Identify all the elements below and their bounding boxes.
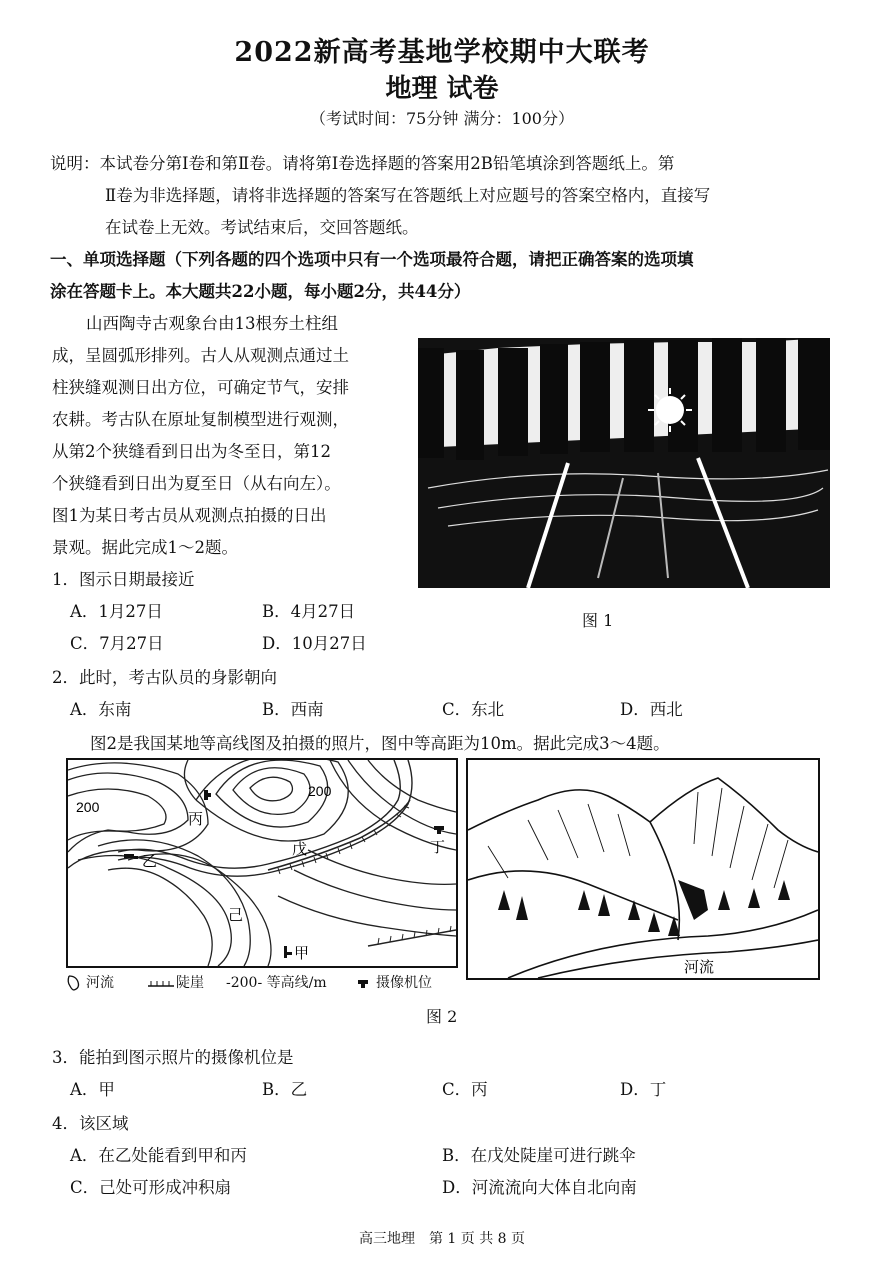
camera-legend-icon [358,977,372,987]
figure-1-caption: 图 1 [582,611,614,630]
legend-contour-label: -200- 等高线/m [226,975,327,991]
page-footer: 高三地理 第 1 页 共 8 页 [358,1231,526,1247]
figure-2-photo [466,758,820,980]
legend-river-label: 河流 [86,975,114,991]
passage-line: 景观。据此完成1～2题。 [52,538,238,557]
question-2-option-d[interactable]: D．西北 [620,700,683,719]
figure-1-photo [418,338,830,588]
exam-title: 2022新高考基地学校期中大联考 [234,37,650,68]
point-label-ji: 己 [228,906,244,924]
passage-line: 农耕。考古队在原址复制模型进行观测， [52,410,349,429]
point-label-yi: 乙 [142,852,158,870]
passage-1 [52,308,412,564]
question-3-option-d[interactable]: D．丁 [620,1080,667,1099]
question-3-option-b[interactable]: B．乙 [262,1080,308,1099]
mountain-photo-sketch [468,760,818,978]
sunrise-photo-illustration [418,338,830,588]
question-2-stem: 2．此时，考古队员的身影朝向 [52,668,277,687]
question-2-option-b[interactable]: B．西南 [262,700,324,719]
instructions [50,148,850,244]
question-4-option-b[interactable]: B．在戊处陡崖可进行跳伞 [442,1146,636,1165]
section-heading-line-1: 一、单项选择题（下列各题的四个选项中只有一个选项最符合题，请把正确答案的选项填 [50,250,694,269]
contour-label-200-left: 200 [76,799,100,815]
instructions-line-1: 说明：本试卷分第Ⅰ卷和第Ⅱ卷。请将第Ⅰ卷选择题的答案用2B铅笔填涂到答题纸上。第 [50,154,675,173]
question-4-option-c[interactable]: C．己处可形成冲积扇 [70,1178,232,1197]
question-4-stem: 4．该区域 [52,1114,129,1133]
figure-2-legend [66,972,466,996]
question-4-option-d[interactable]: D．河流流向大体自北向南 [442,1178,637,1197]
passage-line: 成，呈圆弧形排列。古人从观测点通过土 [52,346,349,365]
question-3-stem: 3．能拍到图示照片的摄像机位是 [52,1048,294,1067]
point-label-wu: 戊 [292,840,308,858]
cliff-legend-icon [148,976,174,986]
point-label-bing: 丙 [188,810,204,828]
instructions-line-2: Ⅱ卷为非选择题，请将非选择题的答案写在答题纸上对应题号的答案空格内，直接写 [105,186,711,205]
question-3-option-c[interactable]: C．丙 [442,1080,488,1099]
section-heading-line-2: 涂在答题卡上。本大题共22小题，每小题2分，共44分） [50,282,471,301]
instructions-line-3: 在试卷上无效。考试结束后，交回答题纸。 [105,218,419,237]
question-2-option-a[interactable]: A．东南 [70,700,132,719]
passage-line: 山西陶寺古观象台由13根夯土柱组 [86,314,338,333]
photo-label-river: 河流 [684,958,715,976]
exam-info: （考试时间：75分钟 满分：100分） [310,109,574,128]
legend-cliff-label: 陡崖 [176,975,204,991]
passage-line: 图1为某日考古员从观测点拍摄的日出 [52,506,327,525]
contour-map-svg [68,760,456,966]
question-1-stem: 1．图示日期最接近 [52,570,195,589]
passage-line: 个狭缝看到日出为夏至日（从右向左）。 [52,474,341,493]
question-1-option-b[interactable]: B．4月27日 [262,602,356,621]
question-1-option-a[interactable]: A．1月27日 [70,602,163,621]
passage-line: 从第2个狭缝看到日出为冬至日，第12 [52,442,331,461]
point-label-jia: 甲 [294,944,310,962]
passage-2: 图2是我国某地等高线图及拍摄的照片，图中等高距为10m。据此完成3～4题。 [90,734,670,753]
point-label-ding: 丁 [430,838,446,856]
contour-label-200-right: 200 [308,783,332,799]
passage-line: 柱狭缝观测日出方位，可确定节气，安排 [52,378,349,397]
section-heading [50,244,850,308]
question-4-option-a[interactable]: A．在乙处能看到甲和丙 [70,1146,247,1165]
question-3-option-a[interactable]: A．甲 [70,1080,115,1099]
exam-subject: 地理 试卷 [385,74,499,104]
question-1-option-c[interactable]: C．7月27日 [70,634,164,653]
legend-camera-label: 摄像机位 [376,975,432,991]
figure-2-caption: 图 2 [426,1007,458,1026]
question-1-option-d[interactable]: D．10月27日 [262,634,367,653]
figure-2-contour-map [66,758,458,968]
river-legend-icon [66,974,82,990]
question-2-option-c[interactable]: C．东北 [442,700,505,719]
